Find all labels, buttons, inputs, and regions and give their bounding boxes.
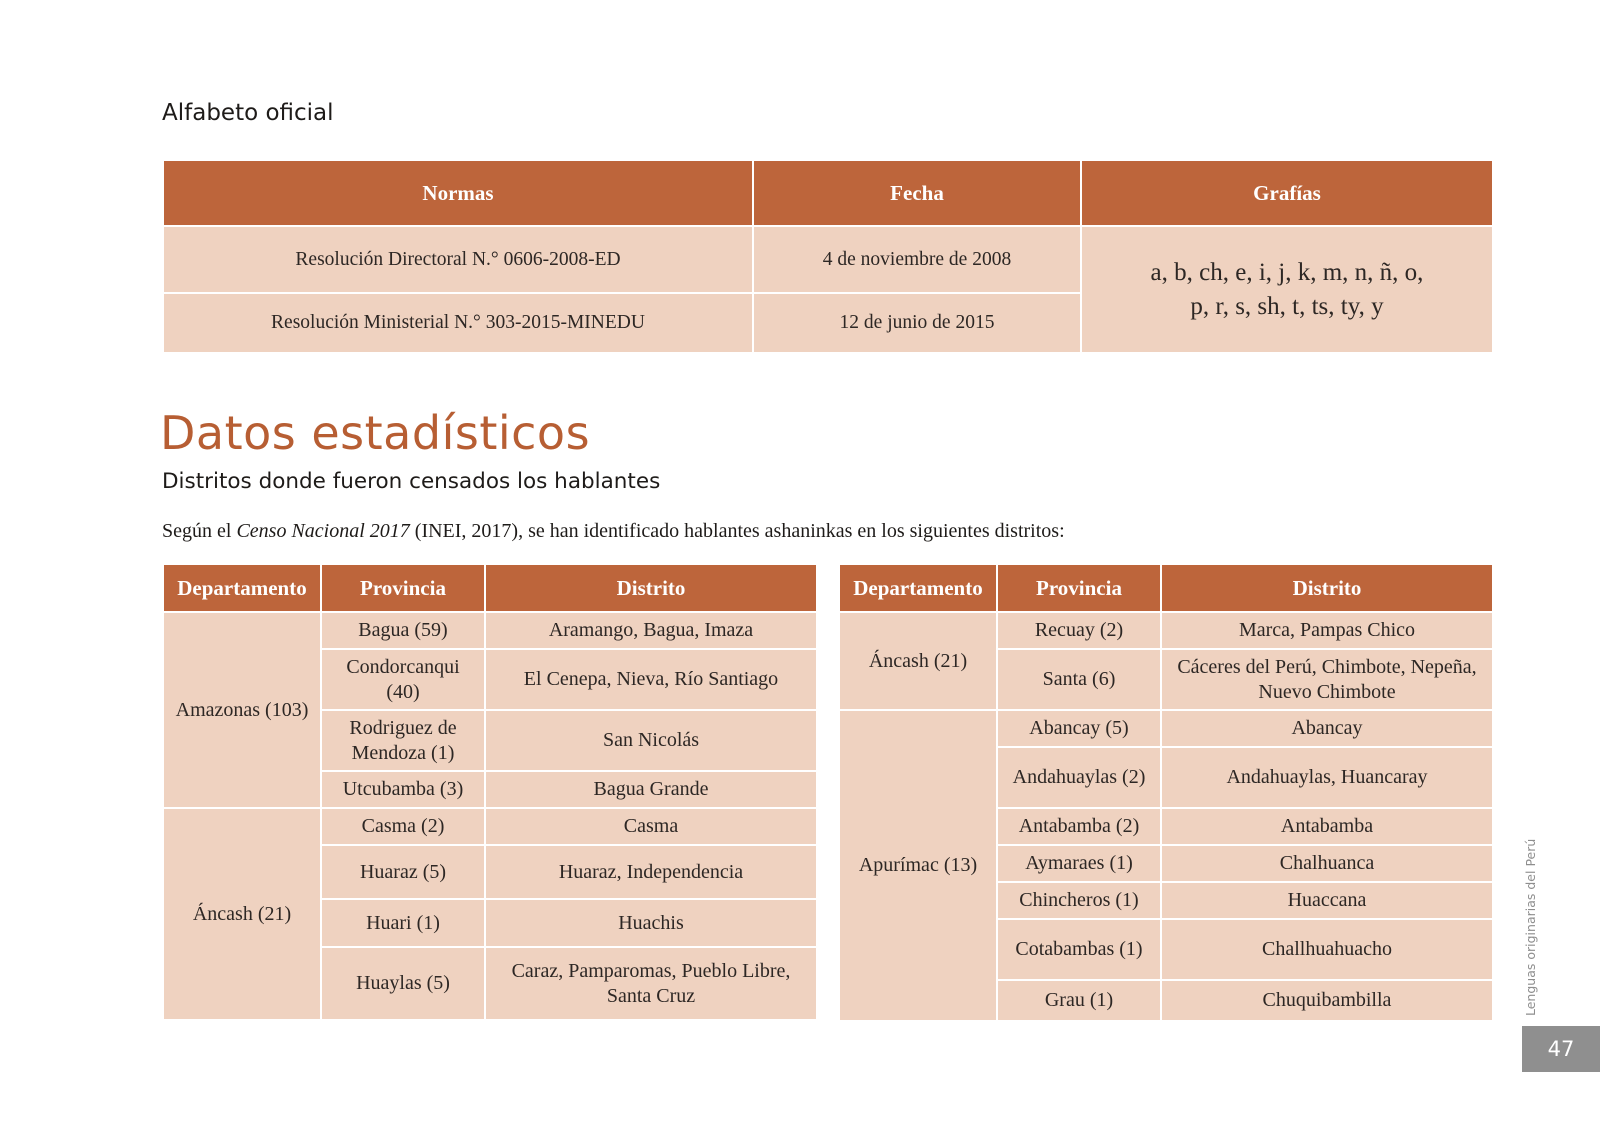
provincia-cell: Utcubamba (3)	[321, 771, 485, 808]
provincia-cell: Andahuaylas (2)	[997, 747, 1161, 808]
distrito-cell: El Cenepa, Nieva, Río Santiago	[485, 649, 817, 710]
norma-cell: Resolución Directoral N.° 0606-2008-ED	[163, 226, 753, 293]
vertical-book-label: Lenguas originarias del Perú	[1523, 838, 1538, 1016]
header-distrito: Distrito	[1161, 564, 1493, 612]
distrito-cell: Antabamba	[1161, 808, 1493, 845]
distritos-table-right	[838, 563, 1494, 1022]
distrito-cell: Aramango, Bagua, Imaza	[485, 612, 817, 649]
departamento-cell: Amazonas (103)	[163, 612, 321, 808]
grafias-line: p, r, s, sh, t, ts, ty, y	[1190, 292, 1384, 320]
page-number: 47	[1522, 1026, 1600, 1072]
distrito-cell: Huaraz, Independencia	[485, 845, 817, 899]
fecha-cell: 12 de junio de 2015	[753, 293, 1081, 353]
distritos-header-row	[839, 564, 1493, 612]
header-departamento: Departamento	[163, 564, 321, 612]
grafias-line: a, b, ch, e, i, j, k, m, n, ñ, o,	[1150, 258, 1424, 286]
header-provincia: Provincia	[321, 564, 485, 612]
provincia-cell: Abancay (5)	[997, 710, 1161, 747]
alfabeto-header-row	[163, 160, 1493, 226]
provincia-cell: Huaylas (5)	[321, 947, 485, 1020]
header-departamento: Departamento	[839, 564, 997, 612]
header-normas: Normas	[163, 160, 753, 226]
table-row	[163, 612, 817, 649]
distrito-cell: Huachis	[485, 899, 817, 947]
provincia-cell: Grau (1)	[997, 980, 1161, 1021]
departamento-cell: Áncash (21)	[839, 612, 997, 710]
header-fecha: Fecha	[753, 160, 1081, 226]
departamento-cell: Apurímac (13)	[839, 710, 997, 1021]
distrito-cell: San Nicolás	[485, 710, 817, 771]
norma-cell: Resolución Ministerial N.° 303-2015-MINEDU	[163, 293, 753, 353]
distrito-cell: Abancay	[1161, 710, 1493, 747]
table-row	[163, 226, 1493, 293]
provincia-cell: Chincheros (1)	[997, 882, 1161, 919]
table-row	[839, 710, 1493, 747]
distritos-header-row	[163, 564, 817, 612]
provincia-cell: Cotabambas (1)	[997, 919, 1161, 980]
distrito-cell: Marca, Pampas Chico	[1161, 612, 1493, 649]
header-grafias: Grafías	[1081, 160, 1493, 226]
departamento-cell: Áncash (21)	[163, 808, 321, 1020]
distrito-cell: Challhuahuacho	[1161, 919, 1493, 980]
provincia-cell: Condorcanqui (40)	[321, 649, 485, 710]
grafias-cell	[1081, 226, 1493, 353]
distrito-cell: Bagua Grande	[485, 771, 817, 808]
fecha-cell: 4 de noviembre de 2008	[753, 226, 1081, 293]
distrito-cell: Chuquibambilla	[1161, 980, 1493, 1021]
provincia-cell: Aymaraes (1)	[997, 845, 1161, 882]
table-row	[839, 612, 1493, 649]
provincia-cell: Antabamba (2)	[997, 808, 1161, 845]
header-distrito: Distrito	[485, 564, 817, 612]
provincia-cell: Recuay (2)	[997, 612, 1161, 649]
provincia-cell: Huari (1)	[321, 899, 485, 947]
provincia-cell: Rodriguez de Mendoza (1)	[321, 710, 485, 771]
section-subtitle: Distritos donde fueron censados los hablantes	[162, 469, 661, 494]
intro-text: Según el	[162, 520, 237, 542]
alfabeto-heading: Alfabeto oficial	[162, 100, 334, 126]
table-row	[163, 808, 817, 845]
provincia-cell: Casma (2)	[321, 808, 485, 845]
provincia-cell: Santa (6)	[997, 649, 1161, 710]
distrito-cell: Huaccana	[1161, 882, 1493, 919]
intro-text: (INEI, 2017), se han identificado hablantes ashaninkas en los siguientes distritos:	[409, 520, 1065, 542]
distrito-cell: Caraz, Pamparomas, Pueblo Libre, Santa Cruz	[485, 947, 817, 1020]
distrito-cell: Casma	[485, 808, 817, 845]
header-provincia: Provincia	[997, 564, 1161, 612]
distrito-cell: Cáceres del Perú, Chimbote, Nepeña, Nuevo Chimbote	[1161, 649, 1493, 710]
distritos-table-left	[162, 563, 818, 1021]
alfabeto-table	[162, 159, 1494, 354]
distrito-cell: Andahuaylas, Huancaray	[1161, 747, 1493, 808]
provincia-cell: Huaraz (5)	[321, 845, 485, 899]
intro-census-title: Censo Nacional 2017	[236, 520, 410, 542]
section-title: Datos estadísticos	[160, 406, 591, 460]
provincia-cell: Bagua (59)	[321, 612, 485, 649]
distrito-cell: Chalhuanca	[1161, 845, 1493, 882]
intro-paragraph	[162, 520, 1065, 543]
